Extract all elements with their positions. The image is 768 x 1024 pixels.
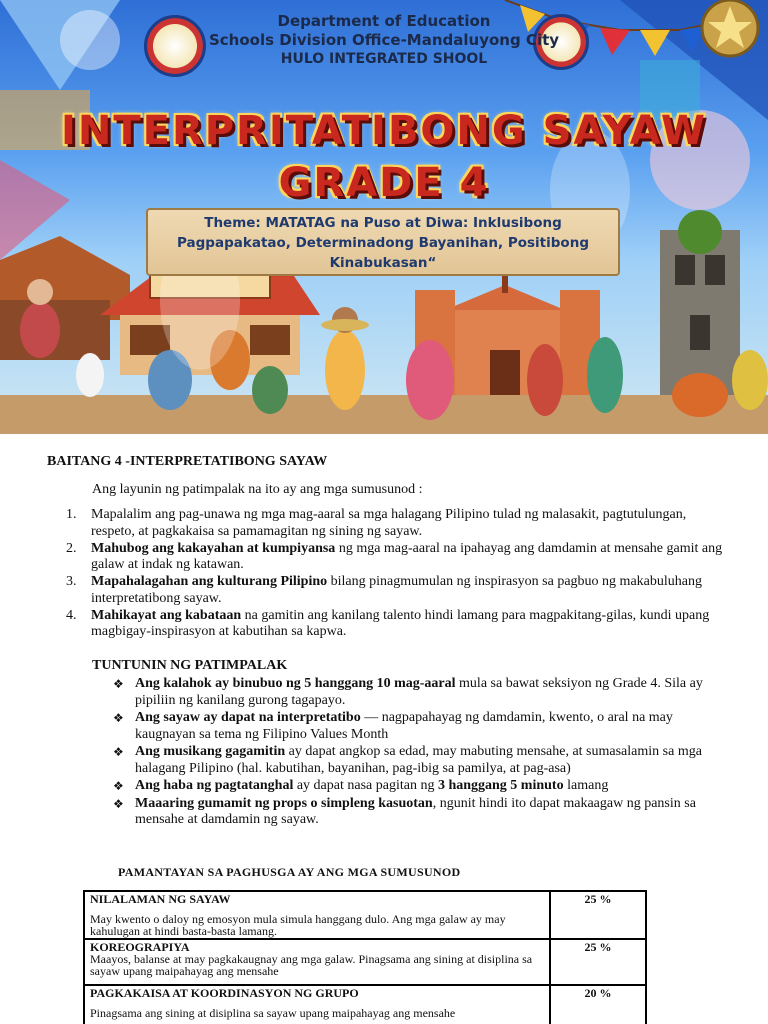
criteria-heading: PAGKAKAISA AT KOORDINASYON NG GRUPO bbox=[90, 986, 359, 1000]
objective-item: 3. Mapahalagahan ang kulturang Pilipino bilang pinagmumulan ng inspirasyon sa pagbuo ng makabuluhang interpretatibong sayaw. bbox=[66, 574, 702, 606]
objective-item: 4. Mahikayat ang kabataan na gamitin ang kanilang talento hindi lamang para magpakitang-gilas, kundi upang magbigay-inspirasyon at kabutihan sa kapwa. bbox=[66, 607, 710, 639]
criteria-title: PAMANTAYAN SA PAGHUSGA AY ANG MGA SUMUSUNOD bbox=[118, 865, 461, 879]
diamond-bullet-icon: ❖ bbox=[113, 745, 124, 759]
school-name: HULO INTEGRATED SHOOL bbox=[280, 51, 488, 67]
diamond-bullet-icon: ❖ bbox=[113, 796, 124, 811]
criteria-cell bbox=[84, 985, 550, 1024]
rule-item: ❖ Ang musikang gagamitin ay dapat angkop sa edad, may mabuting mensahe, at sumasalamin sa mga halagang Pilipino (hal. kabutihan, bayanihan, pag-ibig sa pamilya, at pag-asa) bbox=[113, 744, 702, 776]
rule-item: ❖ Ang kalahok ay binubuo ng 5 hanggang 10 mag-aaral mula sa bawat seksiyon ng Grade 4. Sila ay pipiliin ng kanilang gurong tagapayo. bbox=[113, 676, 703, 708]
theme-line-1: Theme: MATATAG na Puso at Diwa: Inklusibong bbox=[204, 215, 562, 231]
theme-line-3: Kinabukasan“ bbox=[329, 255, 437, 271]
diamond-bullet-icon: ❖ bbox=[113, 779, 124, 793]
criteria-heading: KOREOGRAPIYA bbox=[90, 940, 190, 954]
table-row bbox=[84, 939, 646, 985]
criteria-cell bbox=[84, 939, 550, 985]
diamond-bullet-icon: ❖ bbox=[113, 711, 124, 725]
theme-line-2: Pagpapakatao, Determinadong Bayanihan, Positibong bbox=[177, 235, 589, 251]
criteria-table bbox=[83, 890, 647, 1024]
diamond-bullet-icon: ❖ bbox=[113, 677, 124, 691]
event-grade: GRADE 4 bbox=[278, 160, 490, 206]
rules-list bbox=[113, 676, 723, 830]
criteria-percentage: 25 % bbox=[550, 939, 646, 985]
table-row bbox=[84, 985, 646, 1024]
department-name: Department of Education bbox=[277, 12, 491, 30]
table-row bbox=[84, 891, 646, 939]
objective-item: 2. Mahubog ang kakayahan at kumpiyansa ng mga mag-aaral na ipahayag ang damdamin at mensahe gamit ang galaw at indak ng katawan. bbox=[66, 540, 723, 572]
criteria-percentage: 25 % bbox=[550, 891, 646, 939]
criteria-description: May kwento o daloy ng emosyon mula simula hanggang dulo. Ang mga galaw ay may kahulugan at hindi basta-basta lamang. bbox=[90, 912, 506, 938]
criteria-cell bbox=[84, 891, 550, 939]
division-office-name: Schools Division Office-Mandaluyong City bbox=[208, 31, 560, 49]
criteria-heading: NILALAMAN NG SAYAW bbox=[90, 892, 231, 906]
rules-title: TUNTUNIN NG PATIMPALAK bbox=[92, 658, 288, 673]
section-title: BAITANG 4 -INTERPRETATIBONG SAYAW bbox=[47, 454, 328, 469]
rule-item: ❖ Ang haba ng pagtatanghal ay dapat nasa pagitan ng 3 hanggang 5 minuto lamang bbox=[113, 778, 609, 793]
objectives-intro: Ang layunin ng patimpalak na ito ay ang mga sumusunod : bbox=[92, 482, 423, 497]
criteria-description: Maayos, balanse at may pagkakaugnay ang mga galaw. Pinagsama ang sining at disiplina sa sayaw upang maipahayag ang mensahe bbox=[90, 952, 533, 978]
event-title: INTERPRITATIBONG SAYAW bbox=[60, 108, 708, 154]
rule-item: ❖ Ang sayaw ay dapat na interpretatibo — nagpapahayag ng damdamin, kwento, o aral na may kaugnayan sa tema ng Filipino Values Month bbox=[113, 710, 673, 742]
rule-item: ❖ Maaaring gumamit ng props o simpleng kasuotan, ngunit hindi ito dapat makaagaw ng pansin sa mensahe at damdamin ng sayaw. bbox=[113, 795, 696, 827]
letterhead bbox=[0, 12, 768, 69]
objectives-list bbox=[66, 507, 726, 641]
event-banner bbox=[0, 0, 768, 434]
criteria-description: Pinagsama ang sining at disiplina sa sayaw upang maipahayag ang mensahe bbox=[90, 1006, 456, 1020]
criteria-percentage: 20 % bbox=[550, 985, 646, 1024]
theme-box bbox=[146, 208, 620, 276]
objective-item: 1. Mapalalim ang pag-unawa ng mga mag-aaral sa mga halagang Pilipino tulad ng malasakit, pagtutulungan, respeto, at pagkakaisa sa pamamagitan ng sining ng sayaw. bbox=[66, 507, 687, 539]
